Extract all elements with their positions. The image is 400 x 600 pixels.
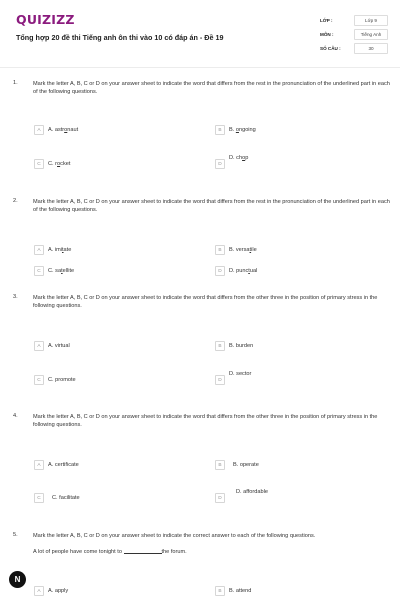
question-number: 5. xyxy=(13,532,18,538)
option-letter-box: C xyxy=(34,159,44,169)
option-letter-box: B xyxy=(215,245,225,255)
option-text: D. punctual xyxy=(229,267,258,274)
question-number: 4. xyxy=(13,413,18,419)
option-text: D. sector xyxy=(229,371,252,377)
option-letter-box: A xyxy=(34,341,44,351)
option-letter-box: C xyxy=(34,375,44,385)
meta-count-value: 30 xyxy=(354,43,388,54)
option-letter-box: A xyxy=(34,125,44,135)
option-text: C. rocket xyxy=(48,160,71,167)
option-text: D. chop xyxy=(229,155,249,161)
option-text: B. versatile xyxy=(229,246,257,253)
question-number: 1. xyxy=(13,80,18,86)
option-text: A. apply xyxy=(48,587,69,594)
option-letter-box: D xyxy=(215,375,225,385)
option-text: B. burden xyxy=(229,342,254,349)
option-letter-box: C xyxy=(34,266,44,276)
meta-grade xyxy=(320,15,392,27)
option-letter-box: D xyxy=(215,493,225,503)
option-letter-box: A xyxy=(34,460,44,470)
answer-blank xyxy=(124,553,162,554)
meta-count-label: SỐ CÂU : xyxy=(320,46,341,51)
option-text: B. operate xyxy=(233,461,259,468)
option-letter-box: A xyxy=(34,245,44,255)
option-text: C. facilitate xyxy=(52,494,80,501)
floating-n-button[interactable]: N xyxy=(9,571,26,588)
question-text: Mark the letter A, B, C or D on your answer sheet to indicate the word that differs from the other three in the position of primary stress in the following questions. xyxy=(33,295,378,310)
option-text: C. satellite xyxy=(48,267,75,274)
option-text: B. attend xyxy=(229,587,252,594)
meta-subject xyxy=(320,29,392,41)
option-text: A. astronaut xyxy=(48,126,79,133)
option-letter-box: C xyxy=(34,493,44,503)
option-letter-box: D xyxy=(215,266,225,276)
option-text: D. affordable xyxy=(236,489,268,495)
option-letter-box: B xyxy=(215,341,225,351)
question-number: 2. xyxy=(13,198,18,204)
question-text: Mark the letter A, B, C or D on your answer sheet to indicate the word that differs from the rest in the pronunciation of the underlined part in each of the following questions. xyxy=(33,81,390,96)
page-title: Tổng hợp 20 đề thi Tiếng anh ôn thi vào 10 có đáp án - Đề 19 xyxy=(16,33,224,42)
header-divider xyxy=(0,67,400,68)
option-text: C. promote xyxy=(48,376,76,383)
option-letter-box: A xyxy=(34,586,44,596)
question-text: Mark the letter A, B, C or D on your answer sheet to indicate the correct answer to each of the following questions. xyxy=(33,533,316,539)
question-sentence: A lot of people have come tonight to the forum. xyxy=(33,549,187,555)
quizizz-logo[interactable]: QUIZIZZ xyxy=(16,12,75,27)
question-text: Mark the letter A, B, C or D on your answer sheet to indicate the word that differs from the rest in the pronunciation of the underlined part in each of the following questions. xyxy=(33,199,390,214)
meta-subject-value: Tiếng Anh xyxy=(354,29,388,40)
meta-count xyxy=(320,43,392,55)
meta-grade-label: LỚP : xyxy=(320,18,333,23)
option-letter-box: B xyxy=(215,125,225,135)
option-text: A. virtual xyxy=(48,342,70,349)
option-text: B. ongoing xyxy=(229,126,256,133)
option-letter-box: B xyxy=(215,460,225,470)
option-letter-box: D xyxy=(215,159,225,169)
option-text: A. imitate xyxy=(48,246,72,253)
worksheet-header xyxy=(0,0,400,66)
option-letter-box: B xyxy=(215,586,225,596)
meta-subject-label: MÔN : xyxy=(320,32,334,37)
option-text: A. certificate xyxy=(48,461,79,468)
question-number: 3. xyxy=(13,294,18,300)
meta-grade-value: Lớp 9 xyxy=(354,15,388,26)
question-text: Mark the letter A, B, C or D on your answer sheet to indicate the word that differs from the other three in the position of primary stress in the following questions. xyxy=(33,414,378,429)
